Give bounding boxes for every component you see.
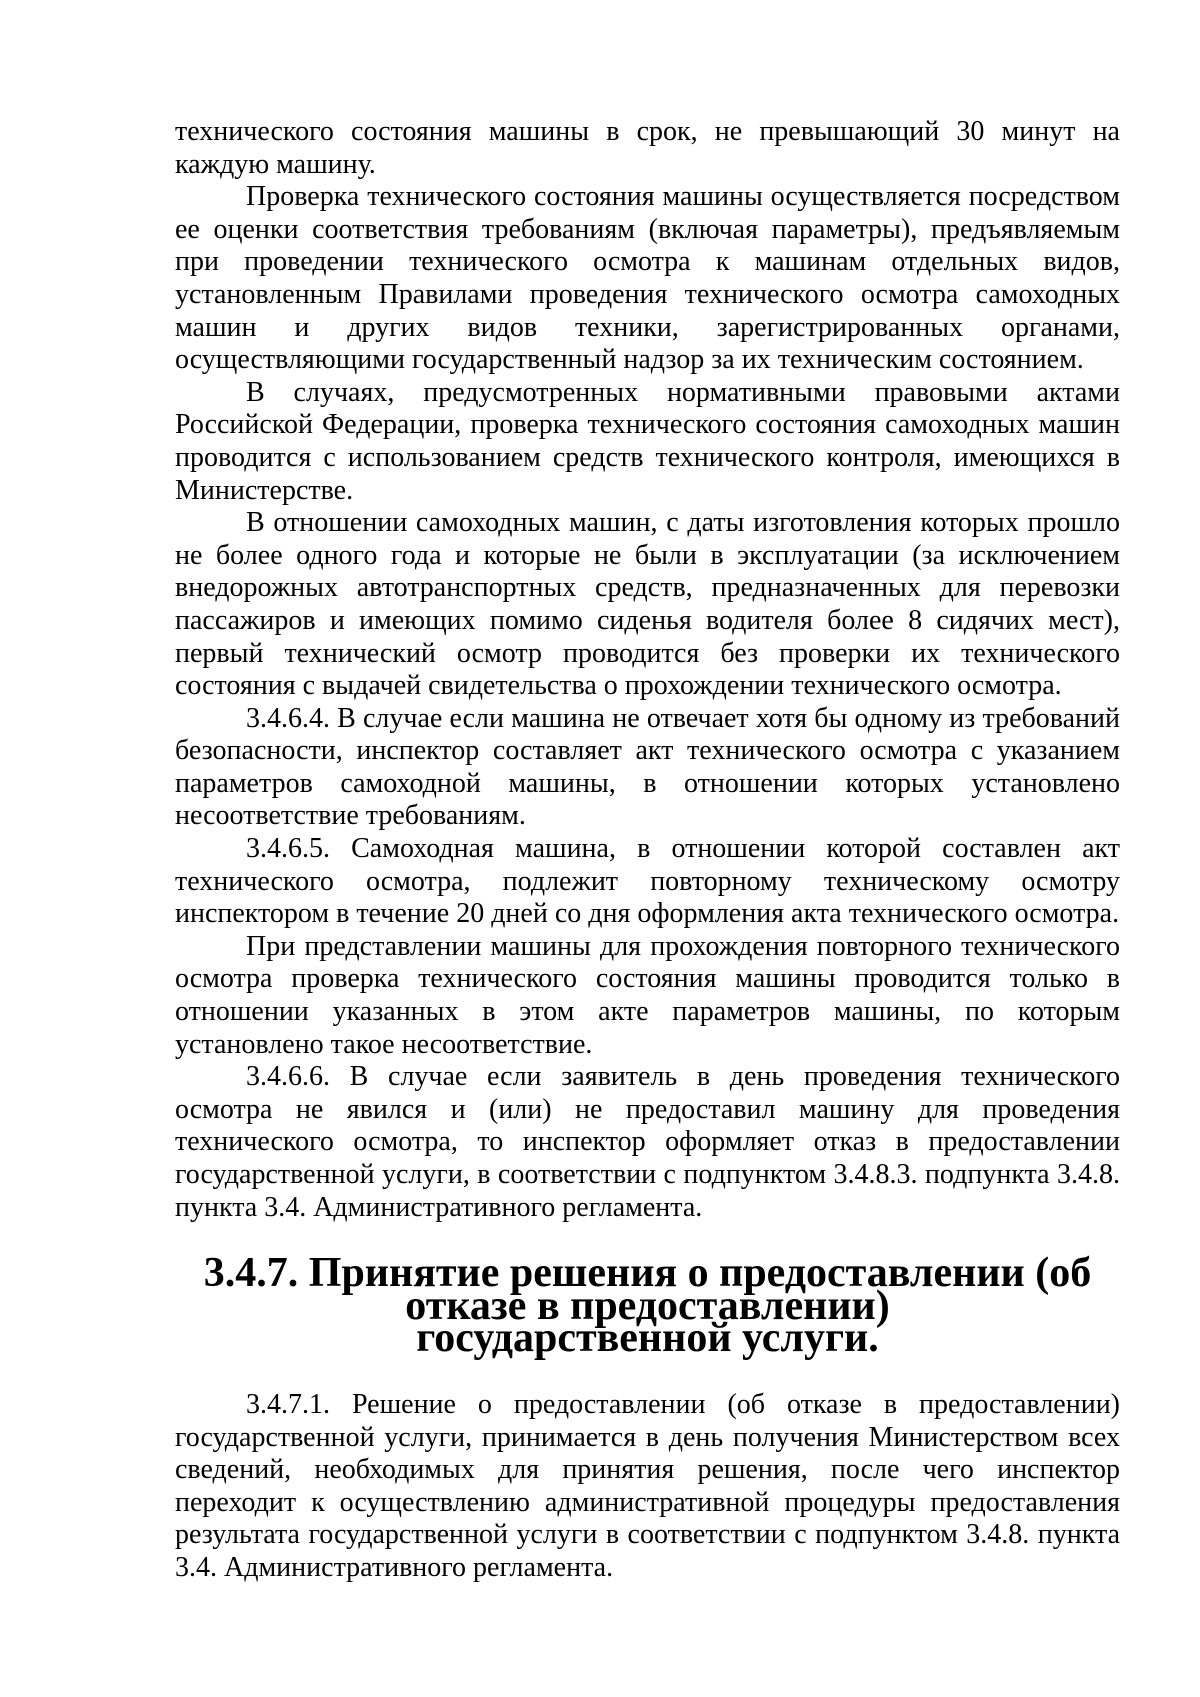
- paragraph-3-4-6-4: 3.4.6.4. В случае если машина не отвечает хотя бы одному из требований безопасности, инспектор составляет акт технического осмотра с указанием параметров самоходной машины, в отношении которых установлено несоответствие требованиям.: [175, 702, 1120, 832]
- paragraph-inspection-method: Проверка технического состояния машины осуществляется посредством ее оценки соответствия требованиям (включая параметры), предъявляемым при проведении технического осмотра к машинам отдельных видов, установленным Правилами проведения технического осмотра самоходных машин и других видов техники, зарегистрированных органами, осуществляющими государственный надзор за их техническим состоянием.: [175, 181, 1120, 376]
- paragraph-continuation: технического состояния машины в срок, не превышающий 30 минут на каждую машину.: [175, 116, 1120, 180]
- section-heading-line-1: 3.4.7. Принятие решения о предоставлении (об отказе в предоставлении): [203, 1250, 1092, 1329]
- paragraph-3-4-7-1: 3.4.7.1. Решение о предоставлении (об отказе в предоставлении) государственной услуги, принимается в день получения Министерством всех сведений, необходимых для принятия решения, после чего инспектор переходит к осуществлению административной процедуры предоставления результата государственной услуги в соответствии с подпунктом 3.4.8. пункта 3.4. Административного регламента.: [175, 1388, 1120, 1583]
- paragraph-repeat-inspection: При представлении машины для прохождения повторного технического осмотра проверка технического состояния машины проводится только в отношении указанных в этом акте параметров машины, по которым установлено такое несоответствие.: [175, 930, 1120, 1060]
- paragraph-new-machines: В отношении самоходных машин, с даты изготовления которых прошло не более одного года и которые не были в эксплуатации (за исключением внедорожных автотранспортных средств, предназначенных для перевозки пассажиров и имеющих помимо сиденья водителя более 8 сидячих мест), первый технический осмотр проводится без проверки их технического состояния с выдачей свидетельства о прохождении технического осмотра.: [175, 507, 1120, 702]
- section-heading-3-4-7: [175, 1250, 1120, 1362]
- paragraph-3-4-6-5: 3.4.6.5. Самоходная машина, в отношении которой составлен акт технического осмотра, подлежит повторному техническому осмотру инспектором в течение 20 дней со дня оформления акта технического осмотра.: [175, 833, 1120, 930]
- paragraph-technical-control: В случаях, предусмотренных нормативными правовыми актами Российской Федерации, проверка технического состояния самоходных машин проводится с использованием средств технического контроля, имеющихся в Министерстве.: [175, 376, 1120, 506]
- section-heading-line-2: государственной услуги.: [416, 1315, 879, 1362]
- document-body: [175, 116, 1120, 1585]
- paragraph-3-4-6-6: 3.4.6.6. В случае если заявитель в день проведения технического осмотра не явился и (или) не предоставил машину для проведения технического осмотра, то инспектор оформляет отказ в предоставлении государственной услуги, в соответствии с подпунктом 3.4.8.3. подпункта 3.4.8. пункта 3.4. Административного регламента.: [175, 1061, 1120, 1223]
